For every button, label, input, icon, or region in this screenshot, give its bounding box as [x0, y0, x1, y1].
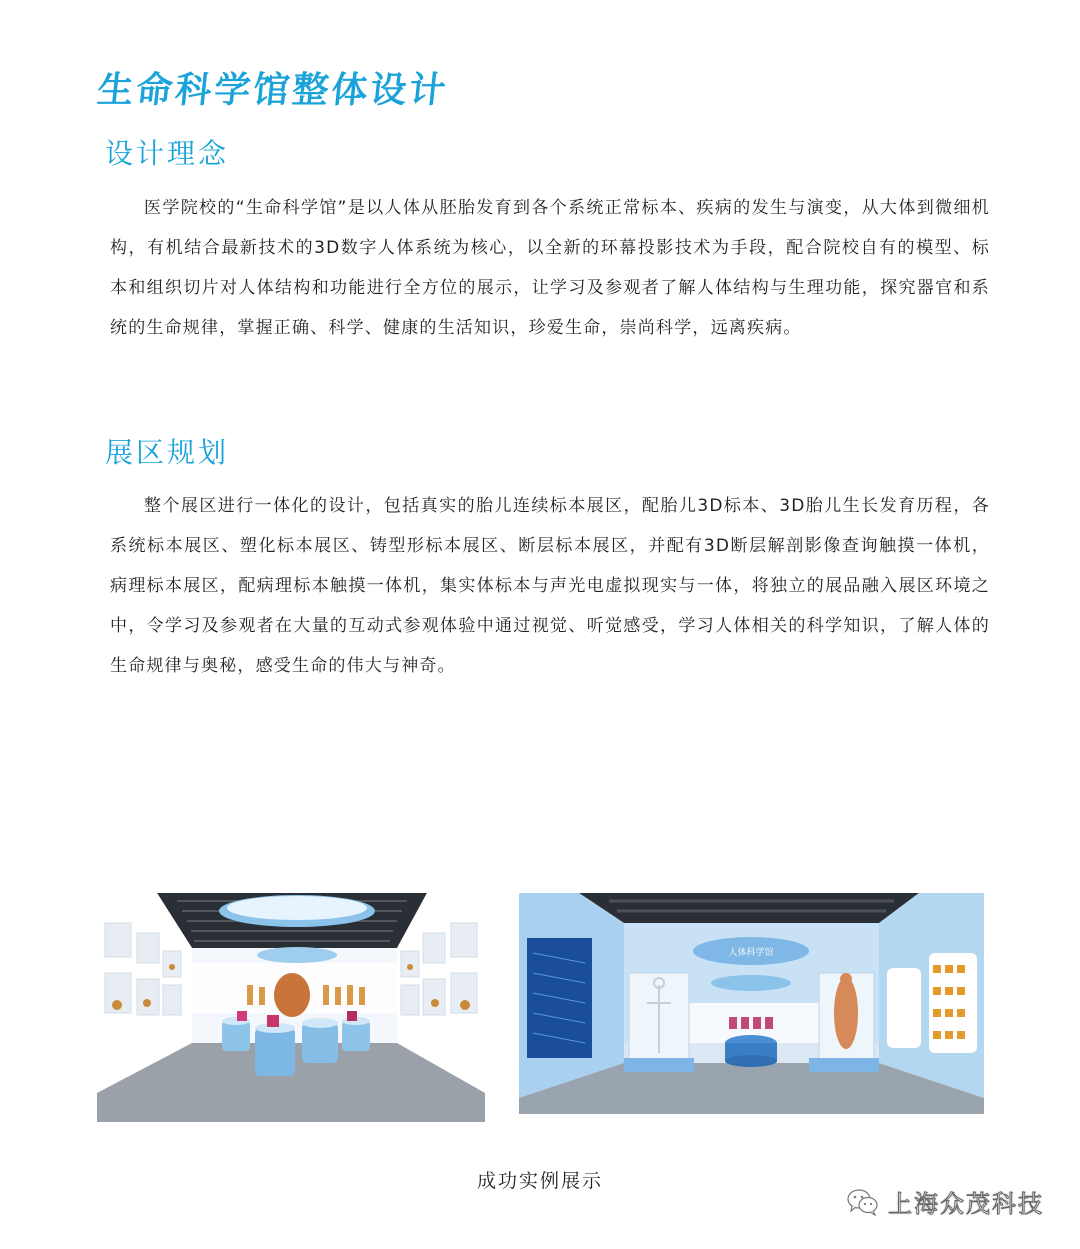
page-title: 生命科学馆整体设计 — [95, 70, 451, 111]
gallery-caption: 成功实例展示 — [476, 1170, 603, 1192]
section-body-exhibition-planning: 整个展区进行一体化的设计，包括真实的胎儿连续标本展区，配胎儿3D标本、3D胎儿生长发育历程，各系统标本展区、塑化标本展区、铸型形标本展区、断层标本展区，并配有3D断层解剖影像查询触摸一体机，病理标本展区，配病理标本触摸一体机，集实体标本与声光电虚拟现实与一体，将独立的展品融入展区环境之中，令学习及参观者在大量的互动式参观体验中通过视觉、听觉感受，学习人体相关的科学知识，了解人体的生命规律与奥秘，感受生命的伟大与神奇。 — [110, 496, 990, 676]
section-body-design-concept: 医学院校的“生命科学馆”是以人体从胚胎发育到各个系统正常标本、疾病的发生与演变，从大体到微细机构，有机结合最新技术的3D数字人体系统为核心，以全新的环幕投影技术为手段，配合院校自有的模型、标本和组织切片对人体结构和功能进行全方位的展示，让学习及参观者了解人体结构与生理功能，探究器官和系统的生命规律，掌握正确、科学、健康的生活知识，珍爱生命，崇尚科学，远离疾病。 — [110, 198, 990, 338]
exhibition-photo-2 — [519, 893, 984, 1114]
wechat-icon — [846, 1187, 880, 1217]
exhibition-hall-render-2 — [519, 893, 984, 1114]
section-heading-design-concept: 设计理念 — [105, 137, 230, 170]
watermark — [846, 1184, 1044, 1219]
section-heading-exhibition-planning: 展区规划 — [105, 436, 230, 469]
hall-sign: 人体科学馆 — [728, 948, 774, 958]
exhibition-hall-render-1 — [97, 893, 485, 1122]
watermark-text: 上海众茂科技 — [888, 1190, 1044, 1218]
exhibition-photo-1 — [97, 893, 485, 1122]
